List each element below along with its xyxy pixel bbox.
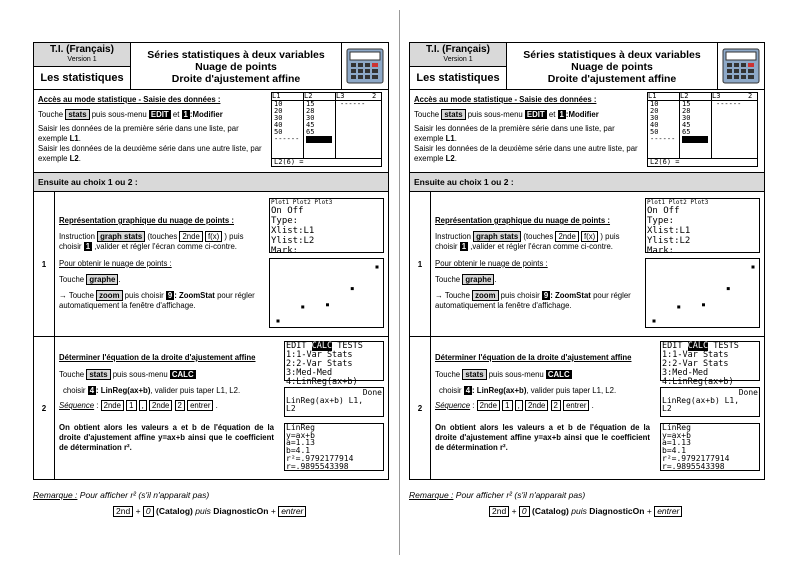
topic: Les statistiques (40, 72, 124, 84)
command-screen: Done LinReg(ax+b) L1, L2 (660, 387, 760, 417)
scatter-point (653, 320, 656, 323)
title: Séries statistiques à deux variables Nuage de points Droite d'ajustement affine (147, 49, 325, 85)
linreg-result-screen: LinReg y=ax+b a=1.13 b=4.1 r²=.9792177914 r=.9895543398 (660, 423, 760, 471)
section-access: Accès au mode statistique - Saisie des données : Touche stats puis sous-menu EDIT et 1 :Modifier Saisir les données de la première série dans une liste, par exemple L1. Saisir les données de la deuxième série dans une autre liste, par exemple L2. L1 L2 L3 2 10 20 30 40 50 ------ 15 28 30 45 65 ------ L2(6) = (409, 90, 765, 173)
plot-setup-screen: Plot1 Plot2 Plot3 On Off Type: Xlist:L1 Ylist:L2 Mark: (269, 198, 384, 253)
scatter-point (727, 287, 730, 290)
scatter-point (277, 320, 280, 323)
sheet-right (409, 42, 765, 516)
scatter-point (702, 303, 705, 306)
remark: Remarque : Pour afficher r² (s'il n'apparait pas) (409, 490, 586, 500)
title: Séries statistiques à deux variables Nuage de points Droite d'ajustement affine (523, 49, 701, 85)
choice-2: 2 Déterminer l'équation de la droite d'ajustement affine Touche stats puis sous-menu CALC choisir 4 : LinReg(ax+b), valider puis taper L1, L2. Séquence : 2nde 1 , 2nde 2 entrer . On obtient alors les valeurs a et b de l'équation de la droite d'ajustement affine y=ax+b ainsi que le coefficient de détermination r². EDIT CALC TESTS 1:1-Var Stats 2:2-Var Stats 3:Med-Med 4:LinReg(ax+b) Done LinReg(ax+b) L1, L2 LinReg y=ax+b a=1.13 b=4.1 r²=.9792177914 r=.9895543398 (409, 337, 765, 480)
stats-key: stats (441, 109, 465, 120)
header (409, 42, 765, 90)
edit-key: EDIT (150, 110, 169, 119)
scatter-point (301, 305, 304, 308)
page-divider (399, 10, 400, 555)
topic: Les statistiques (416, 72, 500, 84)
calc-menu-screen: EDIT CALC TESTS 1:1-Var Stats 2:2-Var Stats 3:Med-Med 4:LinReg(ax+b) (284, 341, 384, 381)
version: Version 1 (67, 56, 97, 63)
scatter-plot-screen (269, 258, 384, 328)
scatter-point (326, 303, 329, 306)
scatter-point (677, 305, 680, 308)
calc-menu-screen: EDIT CALC TESTS 1:1-Var Stats 2:2-Var Stats 3:Med-Med 4:LinReg(ax+b) (660, 341, 760, 381)
section-choice-header: Ensuite au choix 1 ou 2 : (33, 173, 389, 192)
section-choice-header: Ensuite au choix 1 ou 2 : (409, 173, 765, 192)
remark-sequence: 2nd + 0 (Catalog) puis DiagnosticOn + entrer (113, 506, 306, 517)
scatter-plot-screen (645, 258, 760, 328)
sheet-left (33, 42, 389, 516)
command-screen: Done LinReg(ax+b) L1, L2 (284, 387, 384, 417)
version: Version 1 (443, 56, 473, 63)
brand: T.I. (Français) (50, 44, 114, 55)
calculator-icon (722, 48, 760, 84)
section-access: Accès au mode statistique - Saisie des données : Touche stats puis sous-menu EDIT et 1 :Modifier Saisir les données de la première série dans une liste, par exemple L1. Saisir les données de la deuxième série dans une autre liste, par exemple L2. L1 L2 L3 2 10 20 30 40 50 ------ 15 28 30 45 65 ------ L2(6) = (33, 90, 389, 173)
calculator-icon (346, 48, 384, 84)
scatter-point (752, 266, 755, 269)
remark-sequence: 2nd + 0 (Catalog) puis DiagnosticOn + entrer (489, 506, 682, 517)
choice-1: 1 Représentation graphique du nuage de points : Instruction graph stats (touches 2nde f(x) ) puis choisir 1 ,valider et régler l'écran comme ci-contre. Pour obtenir le nuage de points : Touche graphe . → Touche zoom puis choisir 9 : ZoomStat pour régler automatiquement la fenêtre d'affichage. Plot1 Plot2 Plot3 On Off Type: Xlist:L1 Ylist:L2 Mark: (33, 192, 389, 337)
scatter-point (376, 266, 379, 269)
stats-key: stats (65, 109, 89, 120)
list-editor-screen: L1 L2 L3 2 10 20 30 40 50 ------ 15 28 30 45 65 ------ L2(6) = (271, 92, 382, 167)
plot-setup-screen: Plot1 Plot2 Plot3 On Off Type: Xlist:L1 Ylist:L2 Mark: (645, 198, 760, 253)
edit-key: EDIT (526, 110, 545, 119)
choice-1: 1 Représentation graphique du nuage de points : Instruction graph stats (touches 2nde f(x) ) puis choisir 1 ,valider et régler l'écran comme ci-contre. Pour obtenir le nuage de points : Touche graphe . → Touche zoom puis choisir 9 : ZoomStat pour régler automatiquement la fenêtre d'affichage. Plot1 Plot2 Plot3 On Off Type: Xlist:L1 Ylist:L2 Mark: (409, 192, 765, 337)
scatter-point (351, 287, 354, 290)
choice-2: 2 Déterminer l'équation de la droite d'ajustement affine Touche stats puis sous-menu CALC choisir 4 : LinReg(ax+b), valider puis taper L1, L2. Séquence : 2nde 1 , 2nde 2 entrer . On obtient alors les valeurs a et b de l'équation de la droite d'ajustement affine y=ax+b ainsi que le coefficient de détermination r². EDIT CALC TESTS 1:1-Var Stats 2:2-Var Stats 3:Med-Med 4:LinReg(ax+b) Done LinReg(ax+b) L1, L2 LinReg y=ax+b a=1.13 b=4.1 r²=.9792177914 r=.9895543398 (33, 337, 389, 480)
brand: T.I. (Français) (426, 44, 490, 55)
header (33, 42, 389, 90)
remark: Remarque : Pour afficher r² (s'il n'apparait pas) (33, 490, 210, 500)
list-editor-screen: L1 L2 L3 2 10 20 30 40 50 ------ 15 28 30 45 65 ------ L2(6) = (647, 92, 758, 167)
linreg-result-screen: LinReg y=ax+b a=1.13 b=4.1 r²=.9792177914 r=.9895543398 (284, 423, 384, 471)
